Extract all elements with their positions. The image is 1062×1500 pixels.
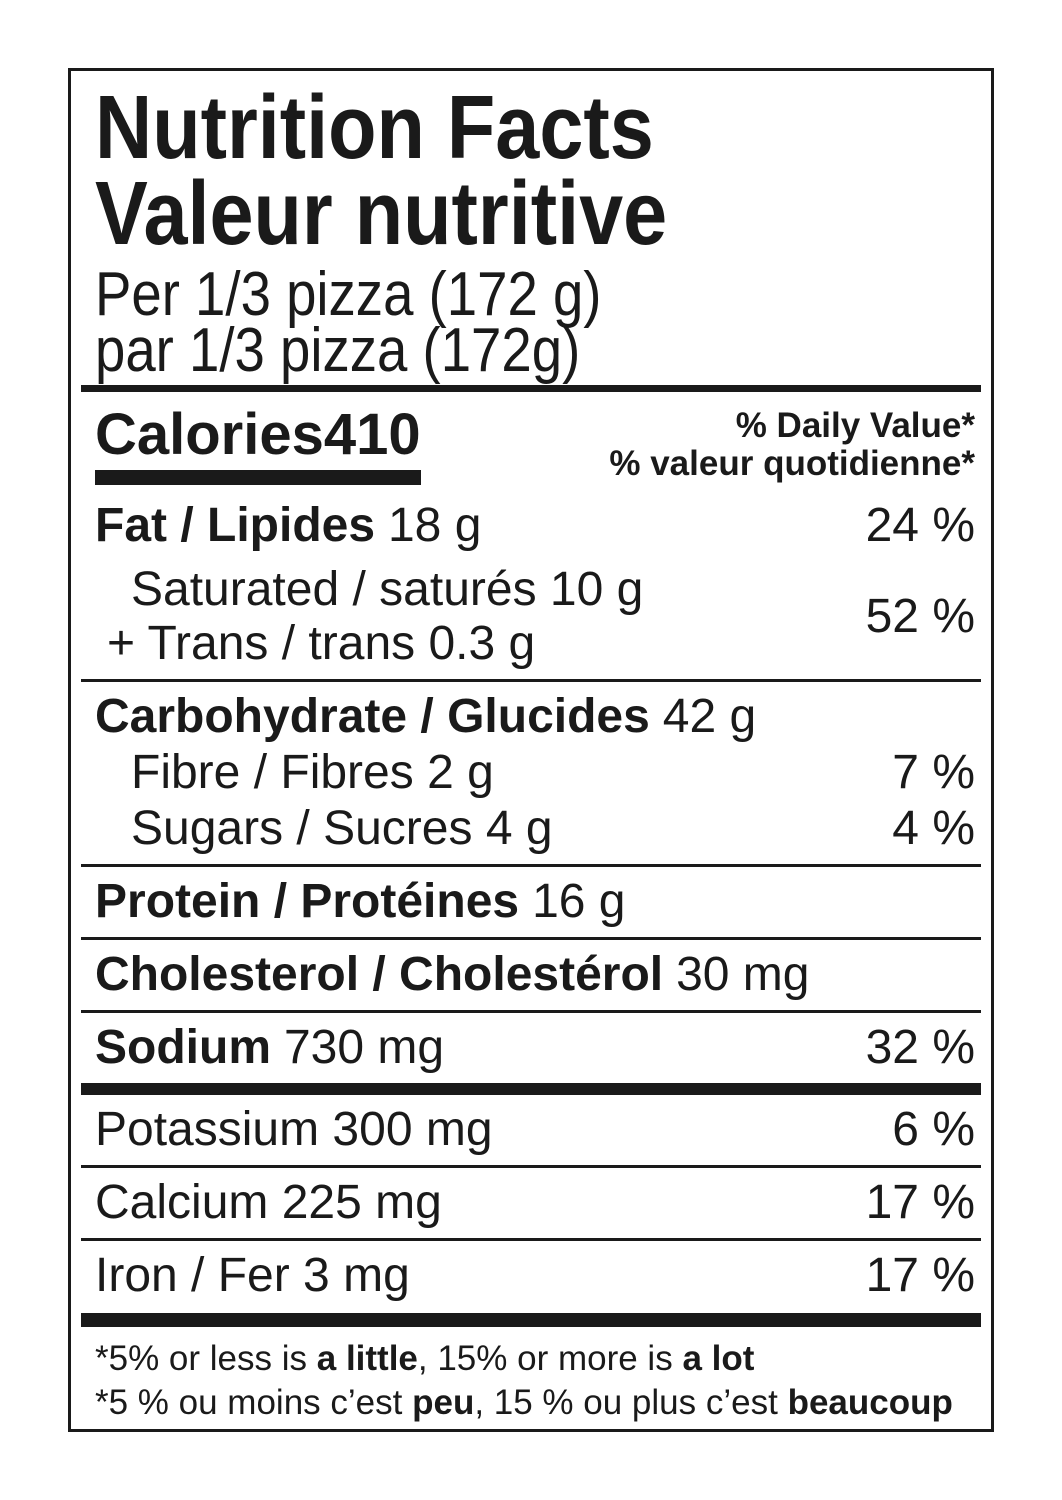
separator-thick-after-sodium	[81, 1083, 981, 1095]
fat-name	[95, 501, 481, 551]
footnote	[81, 1337, 981, 1425]
nutrient-row-saturated-trans	[81, 563, 981, 671]
footnote-fr-bold1: peu	[412, 1383, 475, 1422]
nutrient-row-fibre	[81, 748, 981, 798]
nutrient-row-iron	[81, 1251, 981, 1301]
footnote-en-bold2: a lot	[682, 1339, 755, 1378]
cholesterol-label: Cholesterol / Cholestérol	[95, 948, 664, 1001]
title-french-text: Valeur nutritive	[95, 164, 668, 264]
cholesterol-amount: 30 mg	[676, 948, 810, 1001]
fibre-daily-value: 7 %	[892, 746, 975, 799]
footnote-en-part1: *5% or less is	[95, 1339, 317, 1378]
sodium-name	[95, 1023, 444, 1073]
calories-section	[81, 404, 981, 485]
protein-name	[95, 877, 625, 927]
saturated-trans-daily-value: 52 %	[865, 590, 975, 643]
serving-size-french	[95, 316, 981, 385]
separator-thick-before-footnote	[81, 1313, 981, 1327]
separator-hairline	[81, 1010, 981, 1013]
cholesterol-name	[95, 950, 809, 1000]
footnote-fr-part2: , 15 % ou plus c’est	[474, 1383, 788, 1422]
serving-size	[81, 260, 981, 385]
carbohydrate-name	[95, 692, 756, 742]
nutrient-row-carbohydrate	[81, 692, 981, 742]
protein-amount: 16 g	[532, 875, 626, 928]
calories-block	[95, 404, 421, 485]
separator-thick-after-serving	[81, 385, 981, 392]
daily-value-header	[609, 408, 975, 485]
potassium-label: Potassium 300 mg	[95, 1103, 493, 1156]
calories-value: 410	[323, 402, 421, 467]
protein-label: Protein / Protéines	[95, 875, 520, 928]
fat-label: Fat / Lipides	[95, 499, 376, 552]
footnote-en-part2: , 15% or more is	[417, 1339, 683, 1378]
footnote-french	[95, 1381, 981, 1425]
nutrition-facts-label	[68, 68, 994, 1432]
footnote-fr-bold2: beaucoup	[787, 1383, 953, 1422]
iron-label: Iron / Fer 3 mg	[95, 1249, 410, 1302]
serving-size-french-text: par 1/3 pizza (172g)	[95, 316, 581, 385]
separator-hairline	[81, 1238, 981, 1241]
fat-daily-value: 24 %	[865, 499, 975, 552]
calories-row	[95, 404, 421, 466]
footnote-fr-part1: *5 % ou moins c’est	[95, 1383, 413, 1422]
carbohydrate-label: Carbohydrate / Glucides	[95, 690, 650, 743]
daily-value-header-english: % Daily Value*	[735, 406, 975, 445]
calcium-daily-value: 17 %	[865, 1176, 975, 1229]
nutrient-row-sugars	[81, 804, 981, 854]
nutrient-row-calcium	[81, 1178, 981, 1228]
nutrient-row-protein	[81, 877, 981, 927]
footnote-en-bold1: a little	[316, 1339, 418, 1378]
sodium-daily-value: 32 %	[865, 1021, 975, 1074]
sodium-amount: 730 mg	[283, 1021, 445, 1074]
trans-line: + Trans / trans 0.3 g	[107, 617, 536, 670]
separator-hairline	[81, 864, 981, 867]
saturated-trans-lines	[95, 563, 643, 671]
sodium-label: Sodium	[95, 1021, 271, 1074]
title-french	[81, 164, 981, 264]
nutrient-row-cholesterol	[81, 950, 981, 1000]
serving-size-english-text: Per 1/3 pizza (172 g)	[95, 260, 602, 329]
separator-hairline	[81, 679, 981, 682]
saturated-line: Saturated / saturés 10 g	[131, 563, 644, 616]
nutrient-row-potassium	[81, 1105, 981, 1155]
calcium-label: Calcium 225 mg	[95, 1176, 442, 1229]
calories-label: Calories	[95, 402, 324, 467]
daily-value-header-french: % valeur quotidienne*	[609, 444, 975, 483]
separator-hairline	[81, 1165, 981, 1168]
nutrient-row-sodium	[81, 1023, 981, 1073]
sugars-label: Sugars / Sucres 4 g	[131, 802, 553, 855]
separator-hairline	[81, 937, 981, 940]
carbohydrate-amount: 42 g	[662, 690, 757, 743]
title-english	[81, 78, 981, 178]
sugars-daily-value: 4 %	[892, 802, 975, 855]
title-english-text: Nutrition Facts	[95, 78, 654, 178]
iron-daily-value: 17 %	[865, 1249, 975, 1302]
serving-size-english	[95, 260, 981, 329]
footnote-english	[95, 1337, 981, 1381]
fat-amount: 18 g	[387, 499, 482, 552]
fibre-label: Fibre / Fibres 2 g	[131, 746, 494, 799]
calories-underline-bar	[95, 470, 421, 485]
nutrient-row-fat	[81, 501, 981, 551]
potassium-daily-value: 6 %	[892, 1103, 975, 1156]
